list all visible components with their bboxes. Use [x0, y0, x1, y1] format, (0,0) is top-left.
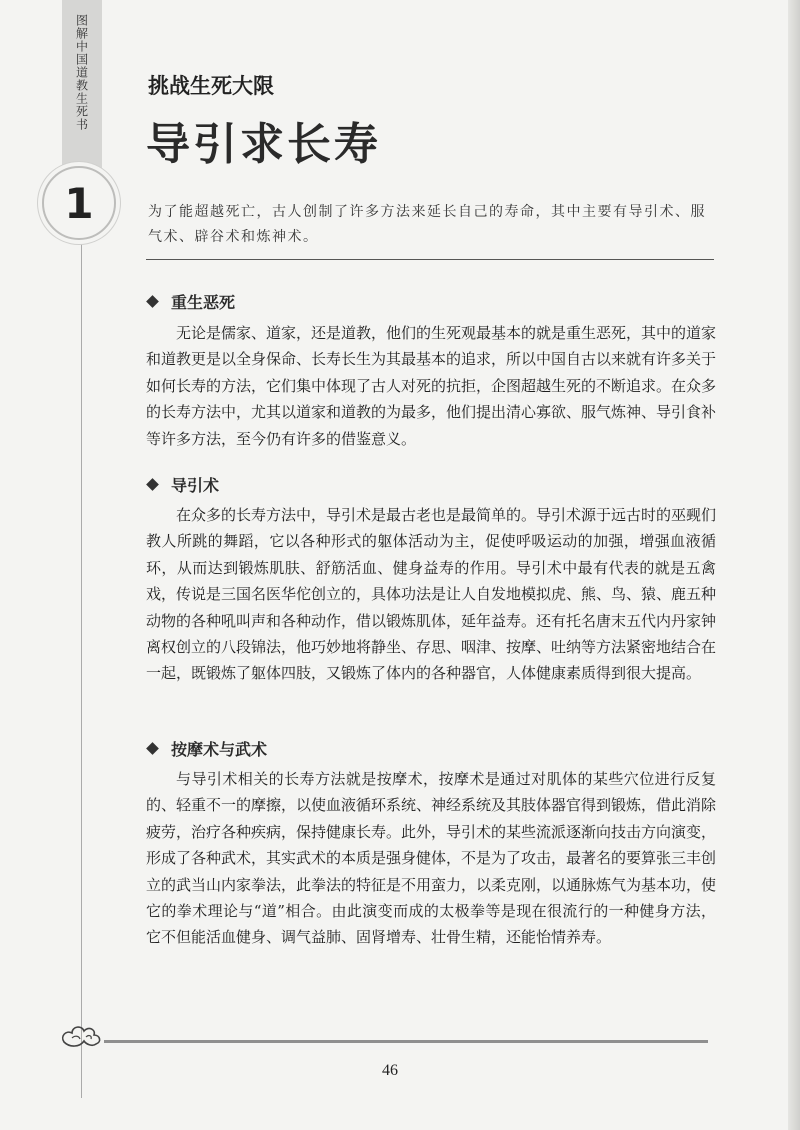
section-heading-text: 导引术 [171, 476, 220, 495]
cloud-ornament-icon [58, 1020, 106, 1052]
section-heading-2 [144, 473, 219, 496]
section-body-3: 与导引术相关的长寿方法就是按摩术，按摩术是通过对肌体的某些穴位进行反复的、轻重不一的摩擦，以使血液循环系统、神经系统及其肢体器官得到锻炼，借此消除疲劳，治疗各种疾病，保持健康长寿。此外，导引术的某些流派逐渐向技击方向演变，形成了各种武术，其实武术的本质是强身健体，不是为了攻击，最著名的要算张三丰创立的武当山内家拳法，此拳法的特征是不用蛮力，以柔克刚，以通脉炼气为基本功，使它的拳术理论与“道”相合。由此演变而成的太极拳等是现在很流行的一种健身方法，它不但能活血健身、调气益肺、固肾增寿、壮骨生精，还能怡情养寿。 [146, 770, 717, 947]
section-body-1: 无论是儒家、道家，还是道教，他们的生死观最基本的就是重生恶死，其中的道家和道教更是以全身保命、长寿长生为其最基本的追求，所以中国自古以来就有许多关于如何长寿的方法，它们集中体现了古人对死的抗拒，企图超越生死的不断追求。在众多的长寿方法中，尤其以道家和道教的为最多，他们提出清心寡欲、服气炼神、导引食补等许多方法，至今仍有许多的借鉴意义。 [146, 324, 717, 448]
section-heading-1 [144, 290, 235, 313]
diamond-bullet-icon [146, 295, 159, 308]
chapter-number-badge: 1 [42, 166, 116, 240]
page-number: 46 [382, 1062, 398, 1079]
intro-divider [146, 259, 714, 260]
page-title: 导引求长寿 [146, 119, 381, 170]
section-body-2: 在众多的长寿方法中，导引术是最古老也是最简单的。导引术源于远古时的巫觋们教人所跳的舞蹈，它以各种形式的躯体活动为主，促使呼吸运动的加强，增强血液循环，从而达到锻炼肌肤、舒筋活血、健身益寿的作用。导引术中最有代表的就是五禽戏，传说是三国名医华佗创立的，具体功法是让人自发地模拟虎、熊、鸟、猿、鹿五种动物的各种吼叫声和各种动作，借以锻炼肌体，延年益寿。还有托名唐末五代内丹家钟离权创立的八段锦法，他巧妙地将静坐、存思、咽津、按摩、吐纳等方法紧密地结合在一起，既锻炼了躯体四肢，又锻炼了体内的各种器官，人体健康素质得到很大提高。 [146, 506, 717, 683]
side-divider-line [81, 238, 82, 1098]
page-subtitle: 挑战生死大限 [148, 74, 274, 98]
book-title-vertical: 图解中国道教生死书 [74, 14, 89, 131]
section-heading-3 [144, 737, 267, 760]
intro-paragraph: 为了能超越死亡，古人创制了许多方法来延长自己的寿命，其中主要有导引术、服气术、辟谷术和炼神术。 [148, 204, 706, 245]
page-edge-shadow [788, 0, 800, 1130]
footer-rule [104, 1040, 708, 1043]
section-heading-text: 按摩术与武术 [171, 740, 268, 759]
diamond-bullet-icon [146, 742, 159, 755]
side-tab [62, 0, 102, 168]
section-heading-text: 重生恶死 [171, 293, 236, 312]
diamond-bullet-icon [146, 478, 159, 491]
